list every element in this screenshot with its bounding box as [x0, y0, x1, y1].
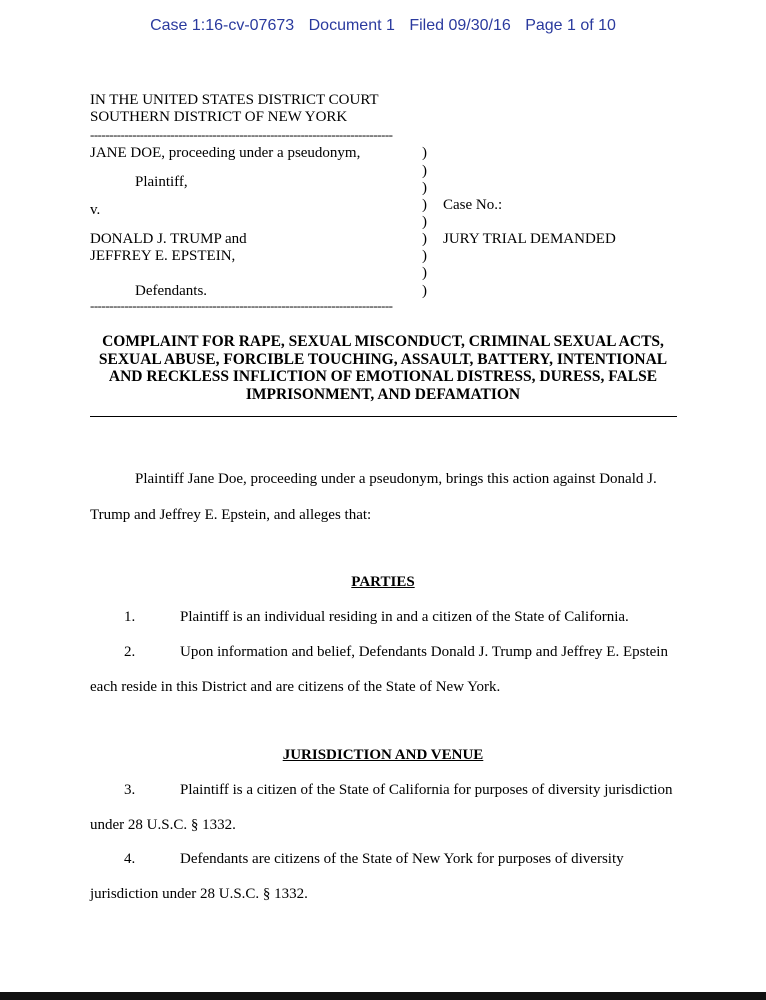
- court-name-line2: SOUTHERN DISTRICT OF NEW YORK: [90, 109, 348, 125]
- caption-paren: ): [422, 163, 427, 179]
- paragraph-1-text: Plaintiff is an individual residing in and a citizen of the State of California.: [180, 609, 629, 625]
- paragraph-3-text-cont: under 28 U.S.C. § 1332.: [90, 817, 236, 833]
- complaint-title: COMPLAINT FOR RAPE, SEXUAL MISCONDUCT, CRIMINAL SEXUAL ACTS, SEXUAL ABUSE, FORCIBLE TOUCHING, ASSAULT, BATTERY, INTENTIONAL AND RECKLESS INFLICTION OF EMOTIONAL DISTRESS, DURESS, FALSE IMPRISONMENT, AND DEFAMATION: [98, 333, 668, 403]
- section-heading-parties: PARTIES: [351, 574, 415, 590]
- court-name-line1: IN THE UNITED STATES DISTRICT COURT: [90, 92, 379, 108]
- section-heading-jurisdiction: JURISDICTION AND VENUE: [282, 747, 484, 763]
- caption-paren: ): [422, 180, 427, 196]
- paragraph-number: 1.: [124, 609, 136, 625]
- caption-paren: ): [422, 145, 427, 161]
- caption-paren: ): [422, 197, 427, 213]
- title-rule: [90, 416, 677, 417]
- defendant-epstein: JEFFREY E. EPSTEIN,: [90, 248, 236, 264]
- defendant-trump: DONALD J. TRUMP and: [90, 231, 247, 247]
- case-no-label: Case No.:: [443, 197, 503, 213]
- document-number: Document 1: [308, 17, 395, 34]
- defendant-role: Defendants.: [135, 283, 208, 299]
- jury-demand: JURY TRIAL DEMANDED: [443, 231, 616, 247]
- paragraph-3-text: Plaintiff is a citizen of the State of California for purposes of diversity jurisdiction: [180, 782, 673, 798]
- caption-paren: ): [422, 283, 427, 299]
- paragraph-number: 3.: [124, 782, 136, 798]
- intro-line1: Plaintiff Jane Doe, proceeding under a pseudonym, brings this action against Donald J.: [135, 471, 657, 487]
- paragraph-number: 2.: [124, 644, 136, 660]
- paragraph-4-text-cont: jurisdiction under 28 U.S.C. § 1332.: [90, 886, 308, 902]
- intro-line2: Trump and Jeffrey E. Epstein, and alleges that:: [90, 507, 372, 523]
- case-number: Case 1:16-cv-07673: [150, 17, 295, 34]
- page-indicator: Page 1 of 10: [525, 17, 616, 34]
- versus: v.: [90, 202, 101, 218]
- ecf-header: [0, 17, 766, 35]
- paragraph-4-text: Defendants are citizens of the State of New York for purposes of diversity: [180, 851, 624, 867]
- page-bottom-edge: [0, 992, 766, 1000]
- caption-divider-top: -------------------------------------------------------------------------------: [90, 127, 393, 142]
- caption-paren: ): [422, 265, 427, 281]
- paragraph-2-text-cont: each reside in this District and are citizens of the State of New York.: [90, 679, 501, 695]
- filed-date: Filed 09/30/16: [409, 17, 511, 34]
- caption-paren: ): [422, 248, 427, 264]
- plaintiff-name: JANE DOE, proceeding under a pseudonym,: [90, 145, 361, 161]
- caption-divider-bottom: -------------------------------------------------------------------------------: [90, 298, 393, 313]
- plaintiff-role: Plaintiff,: [135, 174, 188, 190]
- caption-paren: ): [422, 214, 427, 230]
- caption-paren: ): [422, 231, 427, 247]
- paragraph-number: 4.: [124, 851, 136, 867]
- paragraph-2-text: Upon information and belief, Defendants Donald J. Trump and Jeffrey E. Epstein: [180, 644, 668, 660]
